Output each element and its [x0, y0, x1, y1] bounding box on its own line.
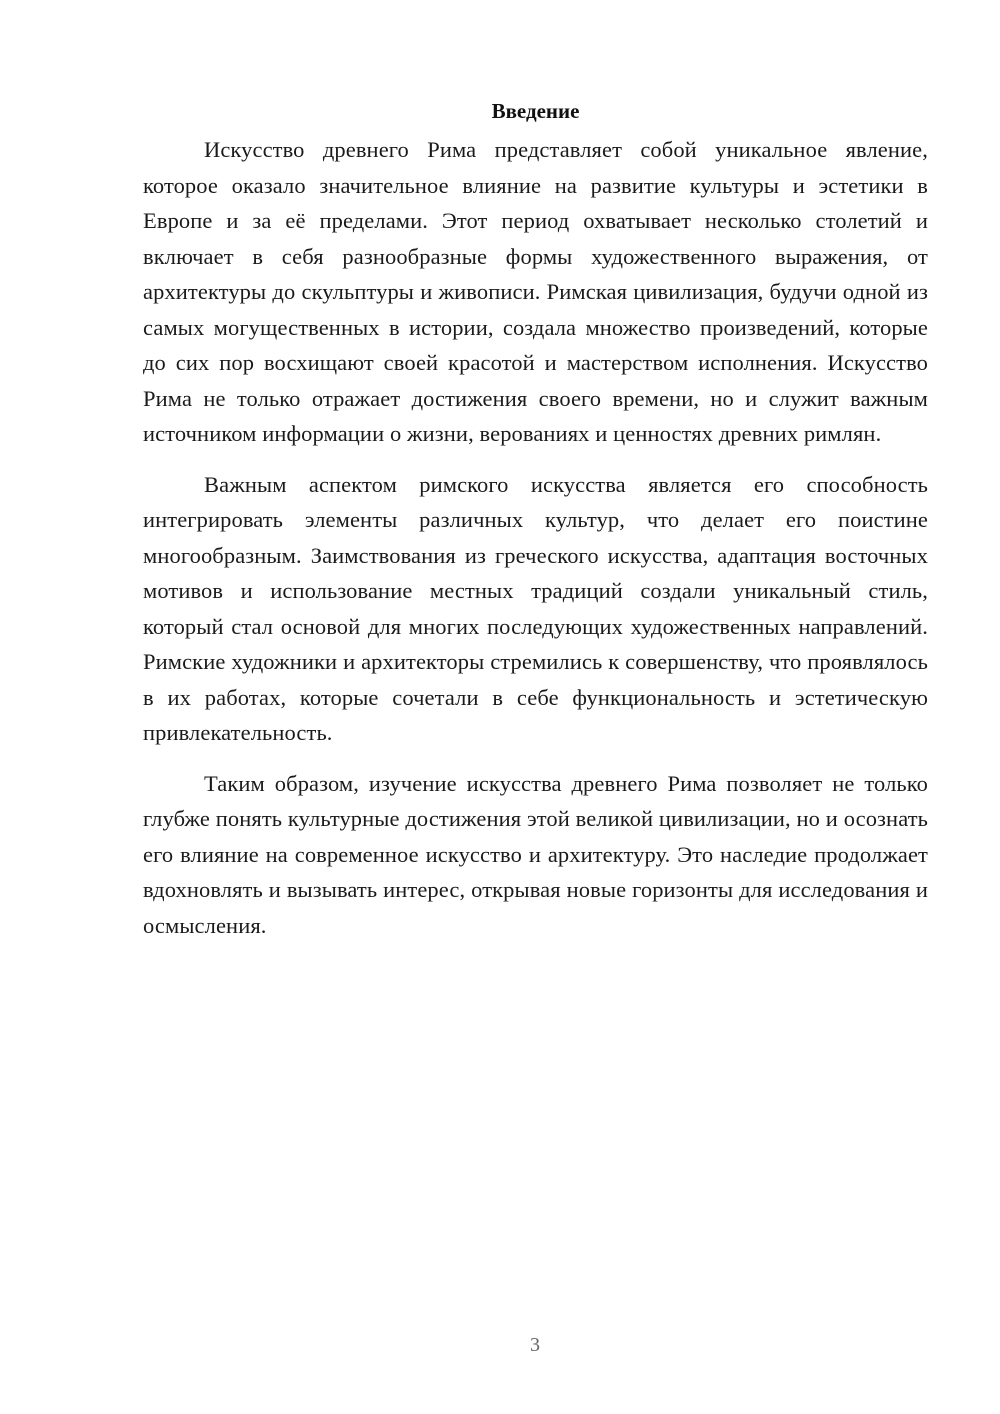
paragraph-3: Таким образом, изучение искусства древнего Рима позволяет не только глубже понять культурные достижения этой великой цивилизации, но и осознать его влияние на современное искусство и архитектуру. Это наследие продолжает вдохновлять и вызывать интерес, открывая новые горизонты для исследования и осмысления.: [143, 770, 928, 938]
page-number: 3: [530, 1334, 540, 1356]
paragraph-1: Искусство древнего Рима представляет собой уникальное явление, которое оказало значительное влияние на развитие культуры и эстетики в Европе и за её пределами. Этот период охватывает несколько столетий и включает в себя разнообразные формы художественного выражения, от архитектуры до скульптуры и живописи. Римская цивилизация, будучи одной из самых могущественных в истории, создала множество произведений, которые до сих пор восхищают своей красотой и мастерством исполнения. Искусство Рима не только отражает достижения своего времени, но и служит важным источником информации о жизни, верованиях и ценностях древних римлян.: [143, 137, 928, 446]
section-title: Введение: [491, 99, 580, 123]
page-content: [143, 96, 928, 958]
paragraph-2: Важным аспектом римского искусства является его способность интегрировать элементы различных культур, что делает его поистине многообразным. Заимствования из греческого искусства, адаптация восточных мотивов и использование местных традиций создали уникальный стиль, который стал основой для многих последующих художественных направлений. Римские художники и архитекторы стремились к совершенству, что проявлялось в их работах, которые сочетали в себе функциональность и эстетическую привлекательность.: [143, 471, 928, 745]
